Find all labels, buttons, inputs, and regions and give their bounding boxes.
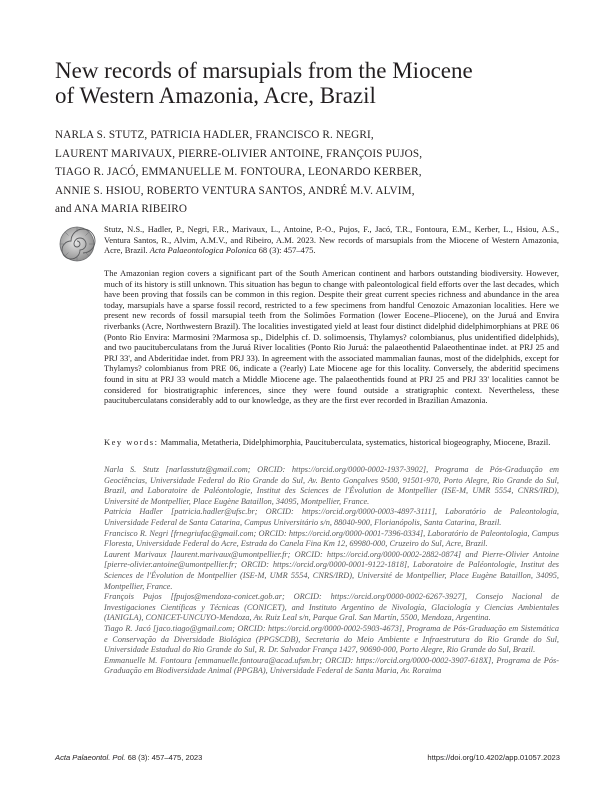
author-line: LAURENT MARIVAUX, PIERRE-OLIVIER ANTOINE, FRANÇOIS PUJOS,	[55, 147, 423, 160]
footer-citation	[55, 753, 202, 762]
affiliation-item: Emmanuelle M. Fontoura [emmanuelle.fontoura@acad.ufsm.br; ORCID: https://orcid.org/0000-0002-3907-618X], Programa de Pós-Graduação em Biodiversidade Animal (PPGBA), Universidade Federal de Santa Maria, Av. Roraima	[104, 655, 559, 676]
footer-doi[interactable]: https://doi.org/10.4202/app.01057.2023	[427, 753, 560, 762]
keywords-label: Key words:	[104, 437, 159, 447]
affiliation-item: François Pujos [fpujos@mendoza-conicet.gob.ar; ORCID: https://orcid.org/0000-0002-6267-3927], Consejo Nacional de Investigaciones Científicas y Técnicas (CONICET), and Instituto Argentino de Nivología, Glaciología y Ciencias Ambientales (IANIGLA), CONICET-UNCUYO-Mendoza, Av. Ruiz Leal s/n, Parque Gral. San Martín, 5500, Mendoza, Argentina.	[104, 592, 559, 623]
affiliation-item: Narla S. Stutz [narlasstutz@gmail.com; ORCID: https://orcid.org/0000-0002-1937-3902], Programa de Pós-Graduação em Geociências, Universidade Federal do Rio Grande do Sul, Av. Bento Gonçalves 9500, 91501-970, Porto Alegre, Rio Grande do Sul, Brazil, and Laboratoire de Paléontologie, Institut des Sciences de l'Évolution de Montpellier (ISE-M, UMR 5554, CNRS/IRD), Université de Montpellier, Place Eugène Bataillon, 34095, Montpellier, France.	[104, 465, 559, 506]
author-line: ANNIE S. HSIOU, ROBERTO VENTURA SANTOS, ANDRÉ M.V. ALVIM,	[55, 184, 415, 197]
abstract: The Amazonian region covers a significant part of the South American continent and harbors outstanding biodiversity. However, much of its history is still unknown. This situation has begun to change with paleontological field efforts over the last decades, which have been proving that fossils can be common in this region. Despite their great current species richness and abundance in the area today, marsupials have a sparse fossil record, restricted to a few specimens from handful Cenozoic Amazonian localities. Here we present new records of fossil marsupial teeth from the Solimões Formation (lower Eocene–Pliocene), on the Juruá and Envira riverbanks (Acre, Northwestern Brazil). The localities investigated yield at least four distinct didelphid didelphimorphians at PRE 06 (Ponto Rio Envira: Marmosini ?Marmosa sp., Didelphis cf. D. solimoensis, Thylamys? colombianus, plus unidentified didelphids), and two paucituberculatans from the Juruá River localities (Ponto Rio Juruá: the palaeothentid Palaeothentinae indet. at PRJ 25 and PRJ 33', and Abderitidae indet. from PRJ 33). In agreement with the associated mammalian faunas, most of the didelphids, except for Thylamys? colombianus from PRE 06, indicate a (?early) Late Miocene age for this locality. Conversely, the abderitid specimens found in situ at PRJ 33 would match a Middle Miocene age. The palaeothentids found at PRJ 25 and PRJ 33' localities cannot be considered for biostratigraphic inferences, since they were found outside a stratigraphic context. Nevertheless, these paucituberculatans considerably add to our knowledge, as they are the first ever recorded in Brazilian Amazonia.	[104, 268, 559, 406]
title-line-2: of Western Amazonia, Acre, Brazil	[55, 83, 376, 108]
affiliations	[104, 465, 559, 677]
author-line: NARLA S. STUTZ, PATRICIA HADLER, FRANCISCO R. NEGRI,	[55, 129, 374, 141]
title-line-1: New records of marsupials from the Miocene	[55, 58, 473, 83]
keywords-text: Mammalia, Metatheria, Didelphimorphia, Paucituberculata, systematics, historical biogeography, Miocene, Brazil.	[160, 437, 551, 447]
author-line: TIAGO R. JACÓ, EMMANUELLE M. FONTOURA, LEONARDO KERBER,	[55, 166, 422, 178]
footer-issue: 68 (3): 457–475, 2023	[127, 753, 203, 762]
paper-title	[55, 58, 555, 108]
page-footer	[55, 753, 560, 762]
citation	[104, 224, 559, 256]
keywords	[104, 437, 559, 448]
author-list	[55, 126, 575, 219]
ammonite-logo-icon	[57, 224, 97, 264]
citation-issue: 68 (3): 457–475.	[258, 245, 316, 256]
citation-text: Stutz, N.S., Hadler, P., Negri, F.R., Marivaux, L., Antoine, P.-O., Pujos, F., Jacó, T.R., Fontoura, E.M., Kerber, L., Hsiou, A.S., Ventura Santos, R., Alvim, A.M.V., and Ribeiro, A.M. 2023. New records of marsupials from the Miocene of Western Amazonia, Acre, Brazil.	[104, 224, 559, 256]
affiliation-item: Francisco R. Negri [frnegriufac@gmail.com; ORCID: https://orcid.org/0000-0001-7396-0334], Laboratório de Paleontologia, Campus Floresta, Universidade Federal do Acre, Estrada do Canela Fina Km 12, 69980-000, Cruzeiro do Sul, Acre, Brazil.	[104, 528, 559, 549]
affiliation-item: Laurent Marivaux [laurent.marivaux@umontpellier.fr; ORCID: https://orcid.org/0000-0002-2882-0874] and Pierre-Olivier Antoine [pierre-olivier.antoine@umontpellier.fr; ORCID: https://orcid.org/0000-0001-9122-1818], Laboratoire de Paléontologie, Institut des Sciences de l'Évolution de Montpellier (ISE-M, UMR 5554, CNRS/IRD), Université de Montpellier, Place Eugène Bataillon, 34095, Montpellier, France.	[104, 549, 559, 591]
affiliation-item: Patricia Hadler [patricia.hadler@ufsc.br; ORCID: https://orcid.org/0000-0003-4897-3111], Laboratório de Paleontologia, Universidade Federal de Santa Catarina, Campus Universitário s/n, 88040-900, Florianópolis, Santa Catarina, Brazil.	[104, 507, 559, 527]
citation-journal: Acta Palaeontologica Polonica	[149, 245, 257, 256]
footer-journal: Acta Palaeontol. Pol.	[55, 753, 126, 762]
author-line: and ANA MARIA RIBEIRO	[55, 203, 188, 215]
affiliation-item: Tiago R. Jacó [jaco.tiago@gmail.com; ORCID: https://orcid.org/0000-0002-5903-4673], Programa de Pós-Graduação em Sistemática e Conservação da Diversidade Biológica (PPGSCDB), Secretaria do Meio Ambiente e Infraestrutura do Rio Grande do Sul, Universidade Estadual do Rio Grande do Sul, R. Dr. Salvador França 1427, 90690-000, Porto Alegre, Rio Grande do Sul, Brazil.	[104, 623, 559, 655]
